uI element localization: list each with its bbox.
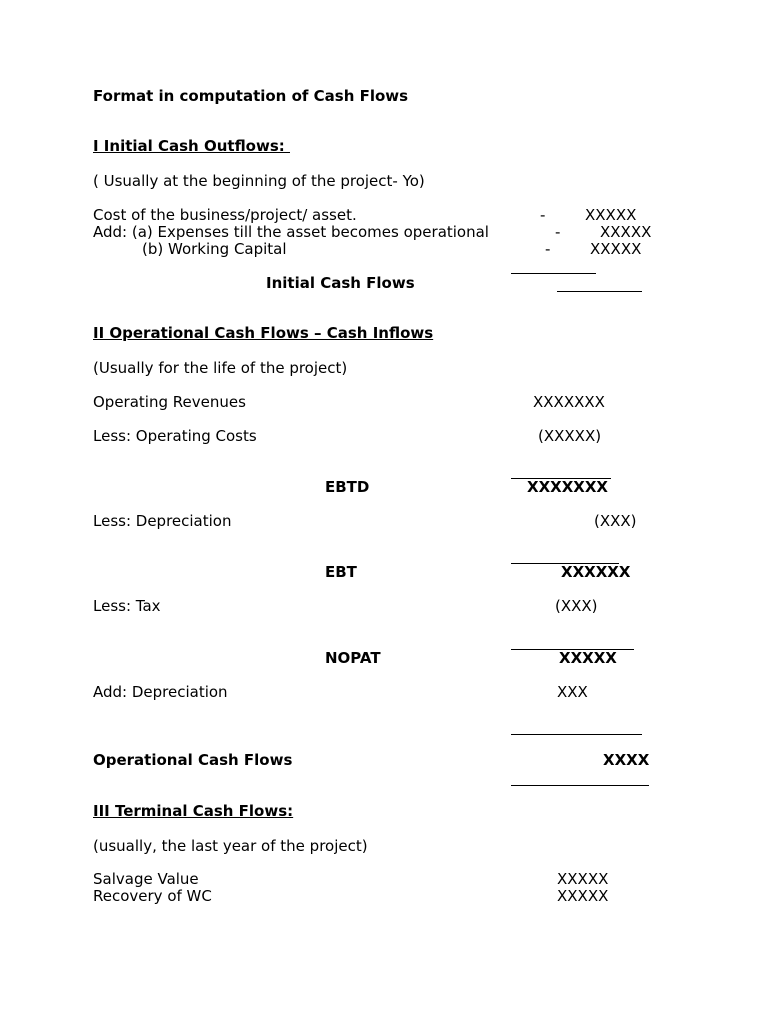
- row-value-recovery-wc: XXXXX: [557, 887, 609, 905]
- row-value-ebtd: XXXXXXX: [527, 478, 608, 496]
- row-label-depreciation: Less: Depreciation: [93, 512, 232, 530]
- row-dash-cost: -: [540, 206, 546, 224]
- row-label-tax: Less: Tax: [93, 597, 161, 615]
- row-value-tax: (XXX): [555, 597, 598, 615]
- row-value-working-capital: XXXXX: [590, 240, 642, 258]
- row-value-expenses: XXXXX: [600, 223, 652, 241]
- total-rule-initial: [557, 291, 642, 292]
- row-value-add-depreciation: XXX: [557, 683, 588, 701]
- row-value-nopat: XXXXX: [559, 649, 617, 667]
- rule-before-operational-total: [511, 734, 642, 735]
- total-label-operational: Operational Cash Flows: [93, 751, 293, 769]
- row-dash-expenses: -: [555, 223, 561, 241]
- row-label-ebt: EBT: [325, 563, 357, 581]
- section-note-terminal: (usually, the last year of the project): [93, 837, 368, 855]
- section-heading-operational: II Operational Cash Flows – Cash Inflows: [93, 324, 434, 342]
- row-label-expenses: Add: (a) Expenses till the asset becomes operational: [93, 223, 489, 241]
- row-label-revenues: Operating Revenues: [93, 393, 246, 411]
- total-label-initial: Initial Cash Flows: [266, 274, 415, 292]
- rule-after-operational-total: [511, 785, 649, 786]
- row-label-salvage: Salvage Value: [93, 870, 199, 888]
- subtotal-rule-initial: [511, 273, 596, 274]
- section-note-operational: (Usually for the life of the project): [93, 359, 348, 377]
- row-label-add-depreciation: Add: Depreciation: [93, 683, 228, 701]
- row-value-ebt: XXXXXX: [561, 563, 631, 581]
- row-dash-working-capital: -: [545, 240, 551, 258]
- row-value-operating-costs: (XXXXX): [538, 427, 602, 445]
- document-title: Format in computation of Cash Flows: [93, 87, 409, 105]
- row-label-operating-costs: Less: Operating Costs: [93, 427, 257, 445]
- row-label-working-capital: (b) Working Capital: [142, 240, 287, 258]
- row-value-salvage: XXXXX: [557, 870, 609, 888]
- section-heading-terminal: III Terminal Cash Flows:: [93, 802, 294, 820]
- row-label-recovery-wc: Recovery of WC: [93, 887, 212, 905]
- section-note-initial: ( Usually at the beginning of the project- Yo): [93, 172, 425, 190]
- row-label-nopat: NOPAT: [325, 649, 381, 667]
- row-label-ebtd: EBTD: [325, 478, 370, 496]
- row-value-revenues: XXXXXXX: [533, 393, 605, 411]
- row-value-depreciation: (XXX): [594, 512, 637, 530]
- row-label-cost: Cost of the business/project/ asset.: [93, 206, 357, 224]
- total-value-operational: XXXX: [603, 751, 650, 769]
- row-value-cost: XXXXX: [585, 206, 637, 224]
- section-heading-initial: I Initial Cash Outflows:: [93, 137, 290, 155]
